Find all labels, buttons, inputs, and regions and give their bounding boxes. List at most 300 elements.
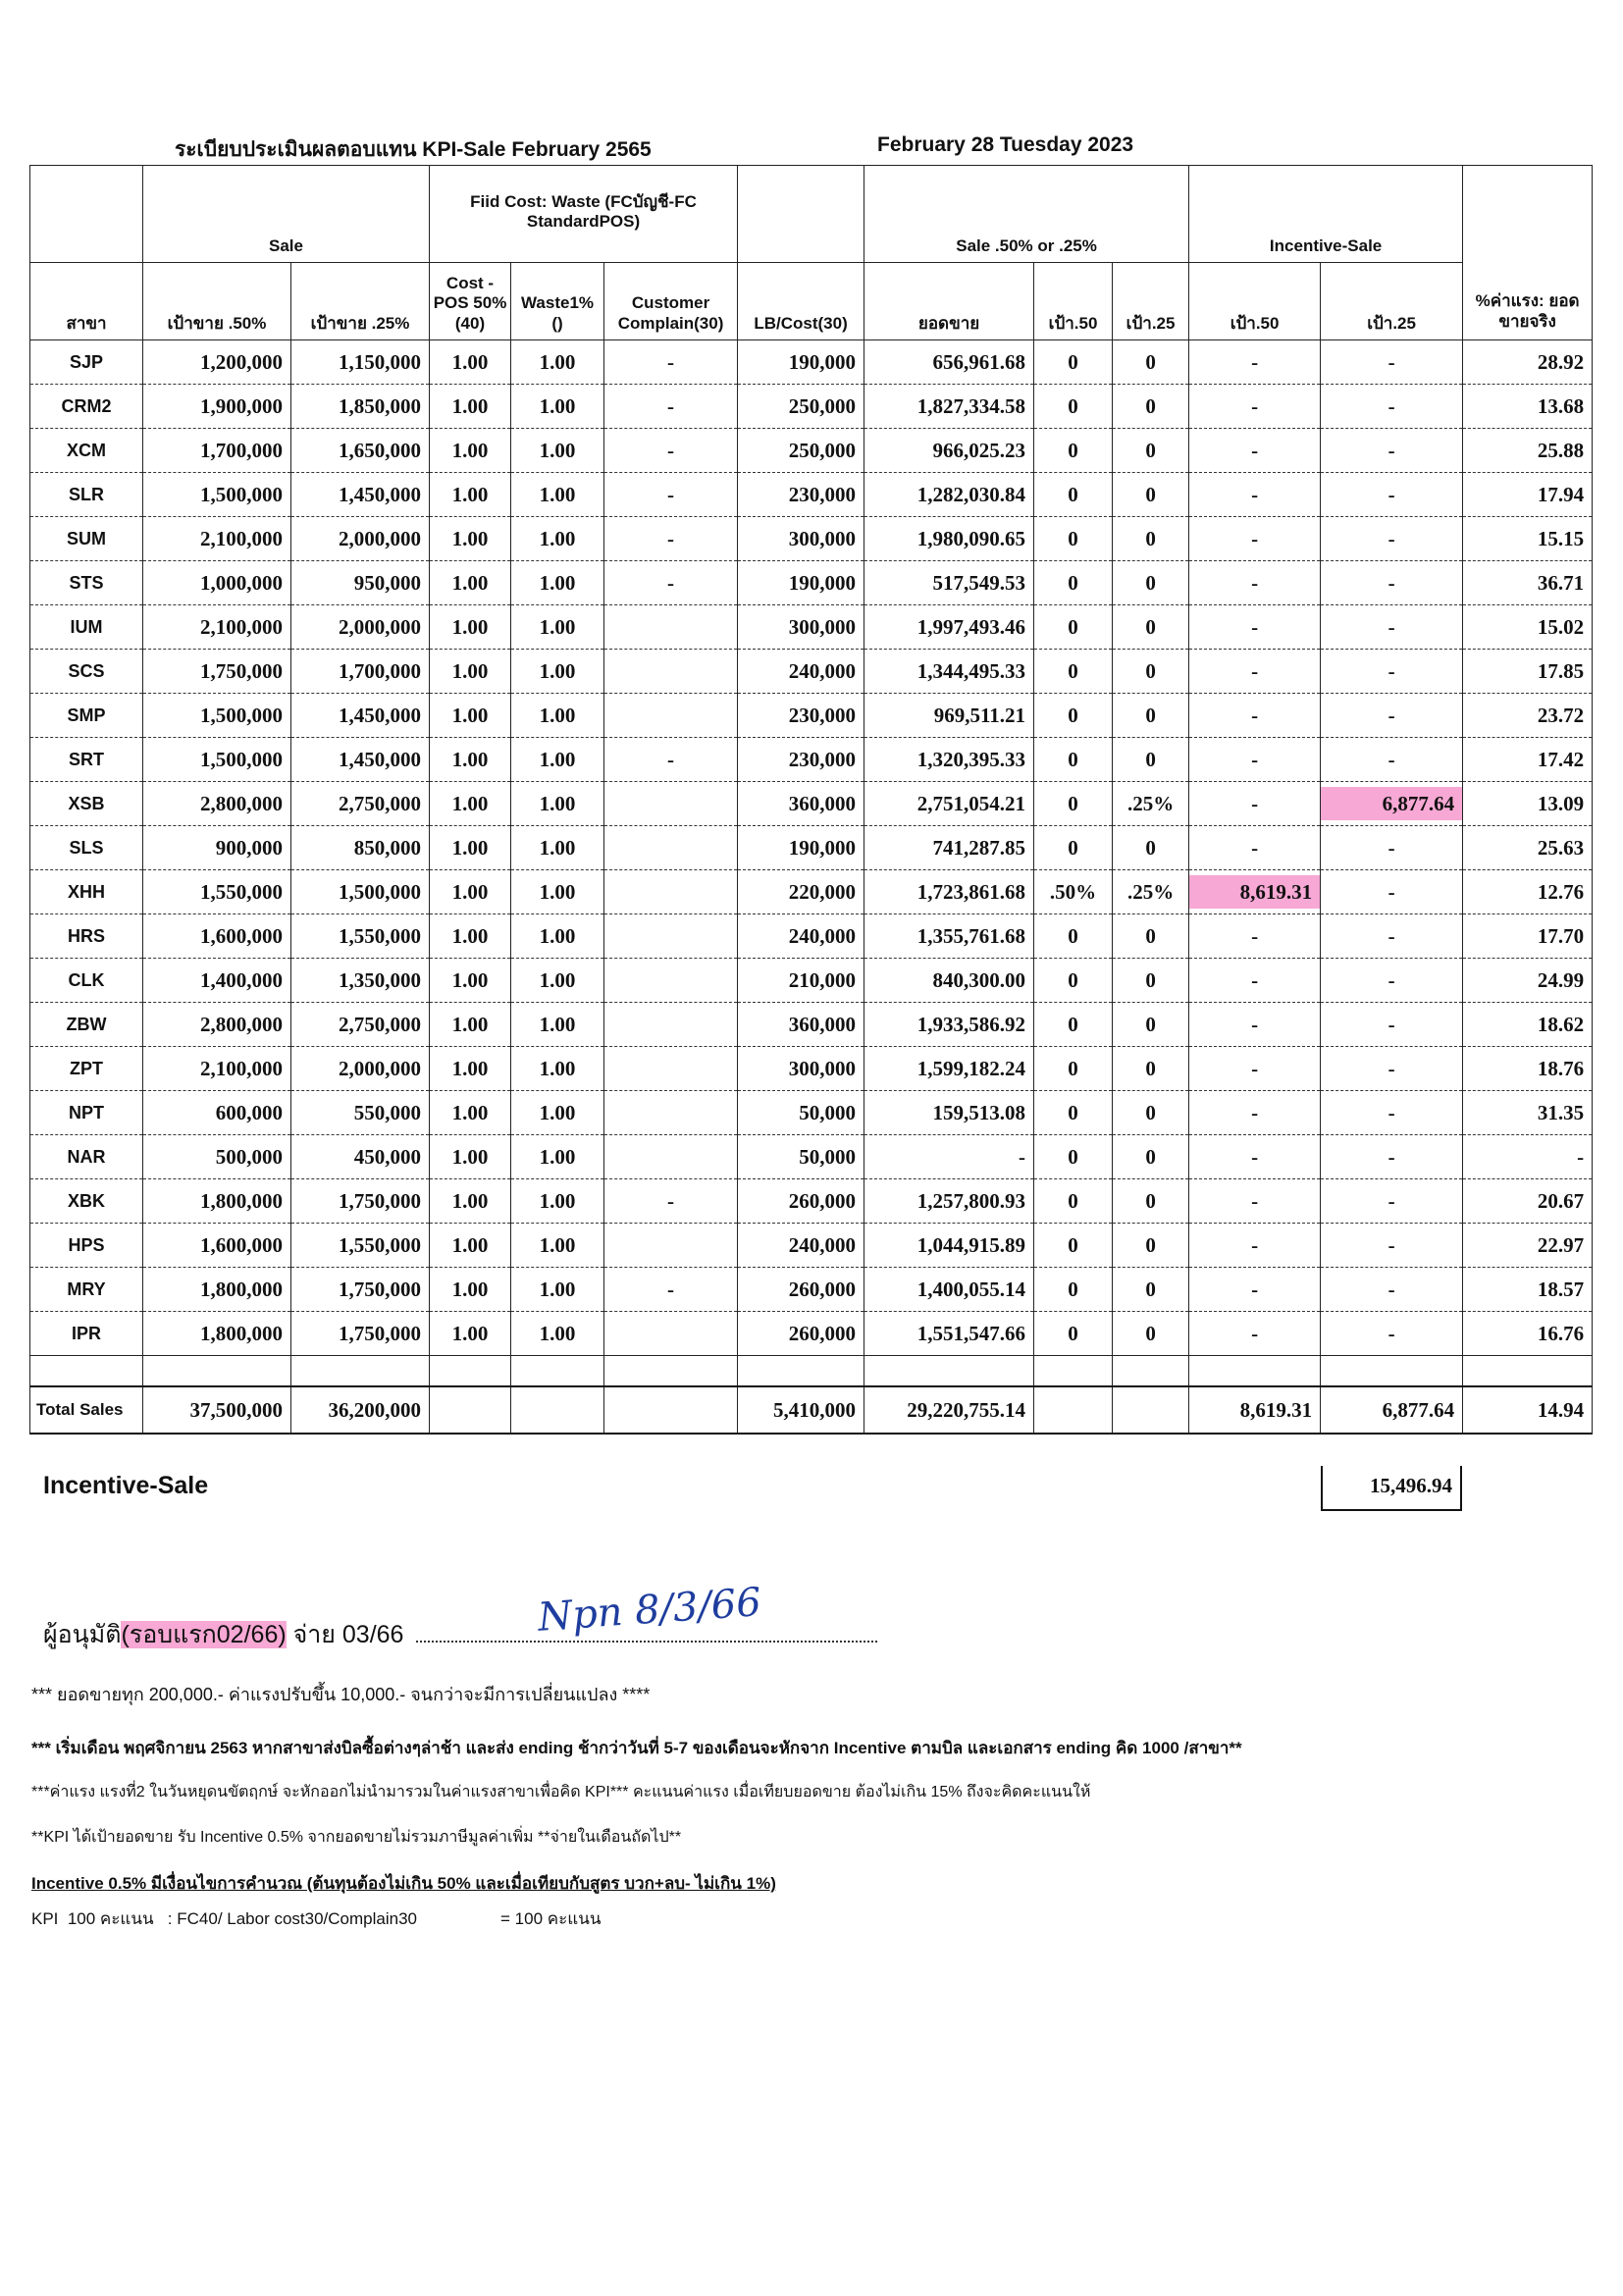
cell-labor: 12.76 [1463, 870, 1593, 914]
cell-labor: 17.85 [1463, 650, 1593, 694]
cell-inc25: - [1321, 870, 1463, 914]
total-row [30, 1386, 1593, 1434]
cell-t50: 0 [1034, 1135, 1113, 1179]
table-row [30, 694, 1593, 738]
cell-target25: 450,000 [291, 1135, 430, 1179]
cell-target50: 2,800,000 [143, 782, 291, 826]
cell-complain: - [604, 340, 738, 385]
blank-row [30, 1356, 1593, 1387]
cell-waste: 1.00 [511, 782, 604, 826]
col-target-50: เป้าขาย .50% [143, 263, 291, 340]
cell-inc50: - [1189, 1312, 1321, 1356]
cell-lbcost: 360,000 [738, 782, 864, 826]
cell-sales: 2,751,054.21 [864, 782, 1034, 826]
cell-sales: 1,551,547.66 [864, 1312, 1034, 1356]
cell-t25: 0 [1113, 1003, 1189, 1047]
header-sale: Sale [143, 166, 430, 263]
cell-inc50: - [1189, 782, 1321, 826]
cell-cost-pos: 1.00 [430, 914, 511, 959]
cell-cost-pos: 1.00 [430, 473, 511, 517]
kpi-table [29, 165, 1593, 1435]
cell-complain [604, 914, 738, 959]
cell-t25: 0 [1113, 1268, 1189, 1312]
table-row [30, 1135, 1593, 1179]
cell-complain [604, 1135, 738, 1179]
total-target-50: 37,500,000 [143, 1386, 291, 1434]
cell-t25: 0 [1113, 1091, 1189, 1135]
cell-target25: 1,550,000 [291, 914, 430, 959]
cell-t25: 0 [1113, 1312, 1189, 1356]
cell-target50: 1,600,000 [143, 1224, 291, 1268]
cell-inc25: - [1321, 1003, 1463, 1047]
cell-labor: - [1463, 1135, 1593, 1179]
cell-target25: 1,650,000 [291, 429, 430, 473]
cell-t50: 0 [1034, 1312, 1113, 1356]
cell-labor: 24.99 [1463, 959, 1593, 1003]
cell-inc25: - [1321, 1179, 1463, 1224]
cell-t50: 0 [1034, 826, 1113, 870]
cell-labor: 13.09 [1463, 782, 1593, 826]
cell-branch: CRM2 [30, 385, 143, 429]
cell-target50: 1,800,000 [143, 1268, 291, 1312]
cell-t25: .25% [1113, 782, 1189, 826]
cell-t25: 0 [1113, 914, 1189, 959]
cell-labor: 13.68 [1463, 385, 1593, 429]
cell-lbcost: 210,000 [738, 959, 864, 1003]
note-incentive-condition: Incentive 0.5% มีเงื่อนไขการคำนวณ (ต้นทุนต้องไม่เกิน 50% และเมื่อเทียบกับสูตร บวก+ลบ- ไม่เกิน 1%) [31, 1874, 776, 1893]
cell-inc25: - [1321, 605, 1463, 650]
total-sales: 29,220,755.14 [864, 1386, 1034, 1434]
cell-inc50: - [1189, 473, 1321, 517]
table-row [30, 1312, 1593, 1356]
blank-cell [291, 1356, 430, 1387]
cell-cost-pos: 1.00 [430, 738, 511, 782]
cell-sales: 1,599,182.24 [864, 1047, 1034, 1091]
cell-labor: 25.88 [1463, 429, 1593, 473]
total-cell [604, 1386, 738, 1434]
cell-sales: 1,933,586.92 [864, 1003, 1034, 1047]
cell-inc25: - [1321, 385, 1463, 429]
cell-cost-pos: 1.00 [430, 1268, 511, 1312]
cell-inc50: - [1189, 1135, 1321, 1179]
cell-target25: 1,850,000 [291, 385, 430, 429]
table-row [30, 1179, 1593, 1224]
cell-inc25: - [1321, 1135, 1463, 1179]
cell-target25: 2,750,000 [291, 782, 430, 826]
cell-target25: 1,350,000 [291, 959, 430, 1003]
col-inc-50: เป้า.50 [1189, 263, 1321, 340]
header-sale-pct: Sale .50% or .25% [864, 166, 1189, 263]
cell-cost-pos: 1.00 [430, 694, 511, 738]
header-food-cost: Fiid Cost: Waste (FCบัญชี-FC StandardPOS) [430, 166, 738, 263]
cell-t25: 0 [1113, 429, 1189, 473]
cell-waste: 1.00 [511, 429, 604, 473]
table-row [30, 1224, 1593, 1268]
cell-branch: HRS [30, 914, 143, 959]
cell-lbcost: 230,000 [738, 694, 864, 738]
cell-target50: 1,500,000 [143, 738, 291, 782]
cell-waste: 1.00 [511, 738, 604, 782]
cell-complain [604, 605, 738, 650]
cell-complain [604, 694, 738, 738]
cell-waste: 1.00 [511, 959, 604, 1003]
cell-lbcost: 250,000 [738, 429, 864, 473]
total-cell [430, 1386, 511, 1434]
cell-inc50: - [1189, 1224, 1321, 1268]
cell-target25: 2,000,000 [291, 605, 430, 650]
cell-t50: 0 [1034, 1179, 1113, 1224]
approval-prefix: ผู้อนุมัติ [43, 1621, 122, 1648]
cell-cost-pos: 1.00 [430, 1135, 511, 1179]
cell-lbcost: 300,000 [738, 605, 864, 650]
cell-branch: NPT [30, 1091, 143, 1135]
col-waste: Waste1% () [511, 263, 604, 340]
cell-inc50: - [1189, 1047, 1321, 1091]
cell-complain: - [604, 385, 738, 429]
cell-complain [604, 870, 738, 914]
cell-branch: MRY [30, 1268, 143, 1312]
cell-cost-pos: 1.00 [430, 826, 511, 870]
handwritten-signature: Npn 8/3/66 [536, 1580, 763, 1641]
cell-inc25: - [1321, 517, 1463, 561]
table-row [30, 959, 1593, 1003]
incentive-sale-total: 15,496.94 [1321, 1466, 1462, 1511]
cell-waste: 1.00 [511, 1312, 604, 1356]
cell-branch: SLS [30, 826, 143, 870]
col-sale-t50: เป้า.50 [1034, 263, 1113, 340]
cell-sales: 969,511.21 [864, 694, 1034, 738]
cell-target50: 2,100,000 [143, 517, 291, 561]
cell-t50: 0 [1034, 914, 1113, 959]
cell-lbcost: 190,000 [738, 561, 864, 605]
cell-branch: STS [30, 561, 143, 605]
cell-inc50: - [1189, 694, 1321, 738]
cell-inc50: - [1189, 738, 1321, 782]
note-late-ending: *** เริ่มเดือน พฤศจิกายน 2563 หากสาขาส่งบิลซื้อต่างๆล่าช้า และส่ง ending ช้ากว่าวันที่ 5-7 ของเดือนจะหักจาก Incentive ตามบิล และเอกสาร ending คิด 1000 /สาขา** [31, 1739, 1242, 1757]
cell-lbcost: 260,000 [738, 1179, 864, 1224]
cell-complain [604, 1312, 738, 1356]
total-label: Total Sales [30, 1386, 143, 1434]
cell-inc25: - [1321, 1224, 1463, 1268]
cell-t50: 0 [1034, 694, 1113, 738]
cell-t25: 0 [1113, 473, 1189, 517]
cell-t25: 0 [1113, 959, 1189, 1003]
cell-lbcost: 50,000 [738, 1135, 864, 1179]
col-branch: สาขา [30, 263, 143, 340]
cell-lbcost: 360,000 [738, 1003, 864, 1047]
total-target-25: 36,200,000 [291, 1386, 430, 1434]
table-row [30, 870, 1593, 914]
cell-sales: 656,961.68 [864, 340, 1034, 385]
cell-cost-pos: 1.00 [430, 429, 511, 473]
cell-target25: 1,450,000 [291, 738, 430, 782]
incentive-sale-label: Incentive-Sale [43, 1472, 209, 1499]
cell-branch: SCS [30, 650, 143, 694]
cell-complain: - [604, 1268, 738, 1312]
table-row [30, 429, 1593, 473]
cell-target25: 1,750,000 [291, 1268, 430, 1312]
cell-inc25: - [1321, 1268, 1463, 1312]
cell-t25: 0 [1113, 340, 1189, 385]
blank-cell [1113, 1356, 1189, 1387]
cell-complain: - [604, 738, 738, 782]
cell-waste: 1.00 [511, 870, 604, 914]
cell-target50: 1,500,000 [143, 473, 291, 517]
cell-branch: XSB [30, 782, 143, 826]
cell-target25: 1,700,000 [291, 650, 430, 694]
cell-branch: HPS [30, 1224, 143, 1268]
cell-target25: 1,750,000 [291, 1312, 430, 1356]
approval-round-highlight: (รอบแรก02/66) [121, 1621, 287, 1648]
cell-target50: 1,000,000 [143, 561, 291, 605]
cell-target50: 1,500,000 [143, 694, 291, 738]
cell-waste: 1.00 [511, 914, 604, 959]
cell-target50: 500,000 [143, 1135, 291, 1179]
total-cell [1034, 1386, 1113, 1434]
cell-labor: 22.97 [1463, 1224, 1593, 1268]
blank-cell [1189, 1356, 1321, 1387]
table-row [30, 1003, 1593, 1047]
cell-cost-pos: 1.00 [430, 1003, 511, 1047]
total-labor-pct: 14.94 [1463, 1386, 1593, 1434]
cell-target50: 1,200,000 [143, 340, 291, 385]
table-row [30, 826, 1593, 870]
cell-waste: 1.00 [511, 650, 604, 694]
table-row [30, 517, 1593, 561]
cell-t50: 0 [1034, 782, 1113, 826]
col-sales: ยอดขาย [864, 263, 1034, 340]
header-labor-pct: %ค่าแรง: ยอดขายจริง [1463, 166, 1593, 340]
cell-inc50: - [1189, 914, 1321, 959]
cell-target25: 2,000,000 [291, 1047, 430, 1091]
cell-branch: SUM [30, 517, 143, 561]
cell-target25: 950,000 [291, 561, 430, 605]
blank-cell [511, 1356, 604, 1387]
note-labor-holiday: ***ค่าแรง แรงที่2 ในวันหยุดนขัตฤกษ์ จะหักออกไม่นำมารวมในค่าแรงสาขาเพื่อคิด KPI*** คะแนนค่าแรง เมื่อเทียบยอดขาย ต้องไม่เกิน 15% ถึงจะคิดคะแนนให้ [31, 1784, 1091, 1800]
cell-labor: 18.57 [1463, 1268, 1593, 1312]
cell-inc25: - [1321, 1091, 1463, 1135]
cell-t50: 0 [1034, 738, 1113, 782]
cell-target25: 2,750,000 [291, 1003, 430, 1047]
cell-inc25: - [1321, 473, 1463, 517]
cell-cost-pos: 1.00 [430, 385, 511, 429]
approval-suffix: จ่าย 03/66 [286, 1621, 404, 1648]
cell-complain [604, 1047, 738, 1091]
cell-branch: IPR [30, 1312, 143, 1356]
table-row [30, 914, 1593, 959]
cell-branch: SMP [30, 694, 143, 738]
cell-t25: 0 [1113, 650, 1189, 694]
cell-labor: 31.35 [1463, 1091, 1593, 1135]
cell-t50: 0 [1034, 650, 1113, 694]
signature-line [416, 1641, 877, 1643]
cell-lbcost: 240,000 [738, 914, 864, 959]
cell-target25: 1,550,000 [291, 1224, 430, 1268]
cell-t50: .50% [1034, 870, 1113, 914]
cell-cost-pos: 1.00 [430, 1312, 511, 1356]
total-inc-50: 8,619.31 [1189, 1386, 1321, 1434]
cell-complain: - [604, 561, 738, 605]
cell-branch: XBK [30, 1179, 143, 1224]
report-date: February 28 Tuesday 2023 [877, 133, 1134, 156]
cell-t50: 0 [1034, 1268, 1113, 1312]
cell-inc50: - [1189, 561, 1321, 605]
cell-complain [604, 782, 738, 826]
cell-labor: 28.92 [1463, 340, 1593, 385]
col-sale-t25: เป้า.25 [1113, 263, 1189, 340]
cell-waste: 1.00 [511, 340, 604, 385]
cell-cost-pos: 1.00 [430, 1091, 511, 1135]
cell-inc50: - [1189, 650, 1321, 694]
cell-complain: - [604, 473, 738, 517]
note-labor-step: *** ยอดขายทุก 200,000.- ค่าแรงปรับขึ้น 10,000.- จนกว่าจะมีการเปลี่ยนแปลง **** [31, 1685, 651, 1704]
cell-t25: 0 [1113, 605, 1189, 650]
cell-lbcost: 240,000 [738, 650, 864, 694]
col-target-25: เป้าขาย .25% [291, 263, 430, 340]
total-cell [1113, 1386, 1189, 1434]
cell-cost-pos: 1.00 [430, 1179, 511, 1224]
cell-inc50: - [1189, 959, 1321, 1003]
cell-t50: 0 [1034, 1091, 1113, 1135]
cell-waste: 1.00 [511, 473, 604, 517]
note-kpi-score: KPI 100 คะแนน : FC40/ Labor cost30/Complain30 = 100 คะแนน [31, 1909, 602, 1928]
table-row [30, 782, 1593, 826]
cell-inc25: - [1321, 914, 1463, 959]
cell-t25: 0 [1113, 1224, 1189, 1268]
cell-waste: 1.00 [511, 385, 604, 429]
cell-waste: 1.00 [511, 1179, 604, 1224]
report-title: ระเบียบประเมินผลตอบแทน KPI-Sale February 2565 [175, 138, 652, 161]
cell-inc50: - [1189, 340, 1321, 385]
cell-waste: 1.00 [511, 1224, 604, 1268]
cell-sales: 1,355,761.68 [864, 914, 1034, 959]
cell-t50: 0 [1034, 517, 1113, 561]
cell-lbcost: 300,000 [738, 517, 864, 561]
cell-t50: 0 [1034, 1047, 1113, 1091]
cell-complain [604, 1003, 738, 1047]
cell-target25: 850,000 [291, 826, 430, 870]
cell-target50: 1,800,000 [143, 1312, 291, 1356]
cell-cost-pos: 1.00 [430, 517, 511, 561]
cell-lbcost: 250,000 [738, 385, 864, 429]
cell-target25: 1,450,000 [291, 473, 430, 517]
table-row [30, 340, 1593, 385]
cell-t50: 0 [1034, 1003, 1113, 1047]
cell-cost-pos: 1.00 [430, 782, 511, 826]
blank-cell [1034, 1356, 1113, 1387]
cell-waste: 1.00 [511, 1135, 604, 1179]
cell-labor: 25.63 [1463, 826, 1593, 870]
cell-complain: - [604, 429, 738, 473]
cell-lbcost: 260,000 [738, 1268, 864, 1312]
blank-cell [738, 1356, 864, 1387]
cell-target50: 2,800,000 [143, 1003, 291, 1047]
cell-labor: 17.70 [1463, 914, 1593, 959]
cell-target50: 1,800,000 [143, 1179, 291, 1224]
cell-lbcost: 220,000 [738, 870, 864, 914]
cell-t25: 0 [1113, 694, 1189, 738]
cell-sales: 1,344,495.33 [864, 650, 1034, 694]
total-cell [511, 1386, 604, 1434]
col-lb-cost: LB/Cost(30) [738, 263, 864, 340]
cell-waste: 1.00 [511, 1268, 604, 1312]
cell-cost-pos: 1.00 [430, 959, 511, 1003]
table-row [30, 385, 1593, 429]
table-row [30, 738, 1593, 782]
note-kpi-incentive: **KPI ได้เป้ายอดขาย รับ Incentive 0.5% จากยอดขายไม่รวมภาษีมูลค่าเพิ่ม **จ่ายในเดือนถัดไป** [31, 1829, 682, 1846]
cell-inc25: 6,877.64 [1321, 782, 1463, 826]
cell-sales: 1,997,493.46 [864, 605, 1034, 650]
cell-target50: 600,000 [143, 1091, 291, 1135]
cell-inc50: - [1189, 517, 1321, 561]
blank-cell [604, 1356, 738, 1387]
cell-sales: 1,044,915.89 [864, 1224, 1034, 1268]
cell-inc50: - [1189, 826, 1321, 870]
table-row [30, 1091, 1593, 1135]
cell-sales: - [864, 1135, 1034, 1179]
cell-complain [604, 826, 738, 870]
cell-target50: 900,000 [143, 826, 291, 870]
cell-t50: 0 [1034, 561, 1113, 605]
cell-sales: 966,025.23 [864, 429, 1034, 473]
cell-branch: ZPT [30, 1047, 143, 1091]
cell-branch: SJP [30, 340, 143, 385]
cell-lbcost: 230,000 [738, 738, 864, 782]
total-inc-25: 6,877.64 [1321, 1386, 1463, 1434]
cell-t25: 0 [1113, 517, 1189, 561]
cell-target25: 1,150,000 [291, 340, 430, 385]
cell-branch: XHH [30, 870, 143, 914]
cell-sales: 1,400,055.14 [864, 1268, 1034, 1312]
cell-target50: 1,400,000 [143, 959, 291, 1003]
cell-t50: 0 [1034, 340, 1113, 385]
cell-target50: 1,700,000 [143, 429, 291, 473]
blank-cell [1321, 1356, 1463, 1387]
cell-labor: 17.94 [1463, 473, 1593, 517]
cell-inc50: - [1189, 429, 1321, 473]
cell-branch: SLR [30, 473, 143, 517]
cell-complain: - [604, 1179, 738, 1224]
col-complain: Customer Complain(30) [604, 263, 738, 340]
cell-target25: 1,750,000 [291, 1179, 430, 1224]
cell-branch: CLK [30, 959, 143, 1003]
cell-waste: 1.00 [511, 561, 604, 605]
cell-labor: 18.62 [1463, 1003, 1593, 1047]
cell-sales: 1,257,800.93 [864, 1179, 1034, 1224]
cell-target25: 1,450,000 [291, 694, 430, 738]
cell-cost-pos: 1.00 [430, 340, 511, 385]
cell-complain [604, 1224, 738, 1268]
cell-target50: 2,100,000 [143, 605, 291, 650]
cell-sales: 1,980,090.65 [864, 517, 1034, 561]
cell-labor: 20.67 [1463, 1179, 1593, 1224]
total-lb-cost: 5,410,000 [738, 1386, 864, 1434]
cell-lbcost: 190,000 [738, 340, 864, 385]
cell-labor: 23.72 [1463, 694, 1593, 738]
cell-inc50: - [1189, 1091, 1321, 1135]
col-cost-pos: Cost - POS 50%(40) [430, 263, 511, 340]
cell-lbcost: 190,000 [738, 826, 864, 870]
cell-inc25: - [1321, 826, 1463, 870]
cell-inc25: - [1321, 650, 1463, 694]
cell-cost-pos: 1.00 [430, 605, 511, 650]
table-row [30, 473, 1593, 517]
cell-inc25: - [1321, 959, 1463, 1003]
cell-sales: 1,282,030.84 [864, 473, 1034, 517]
cell-inc25: - [1321, 340, 1463, 385]
cell-target50: 1,600,000 [143, 914, 291, 959]
cell-labor: 17.42 [1463, 738, 1593, 782]
